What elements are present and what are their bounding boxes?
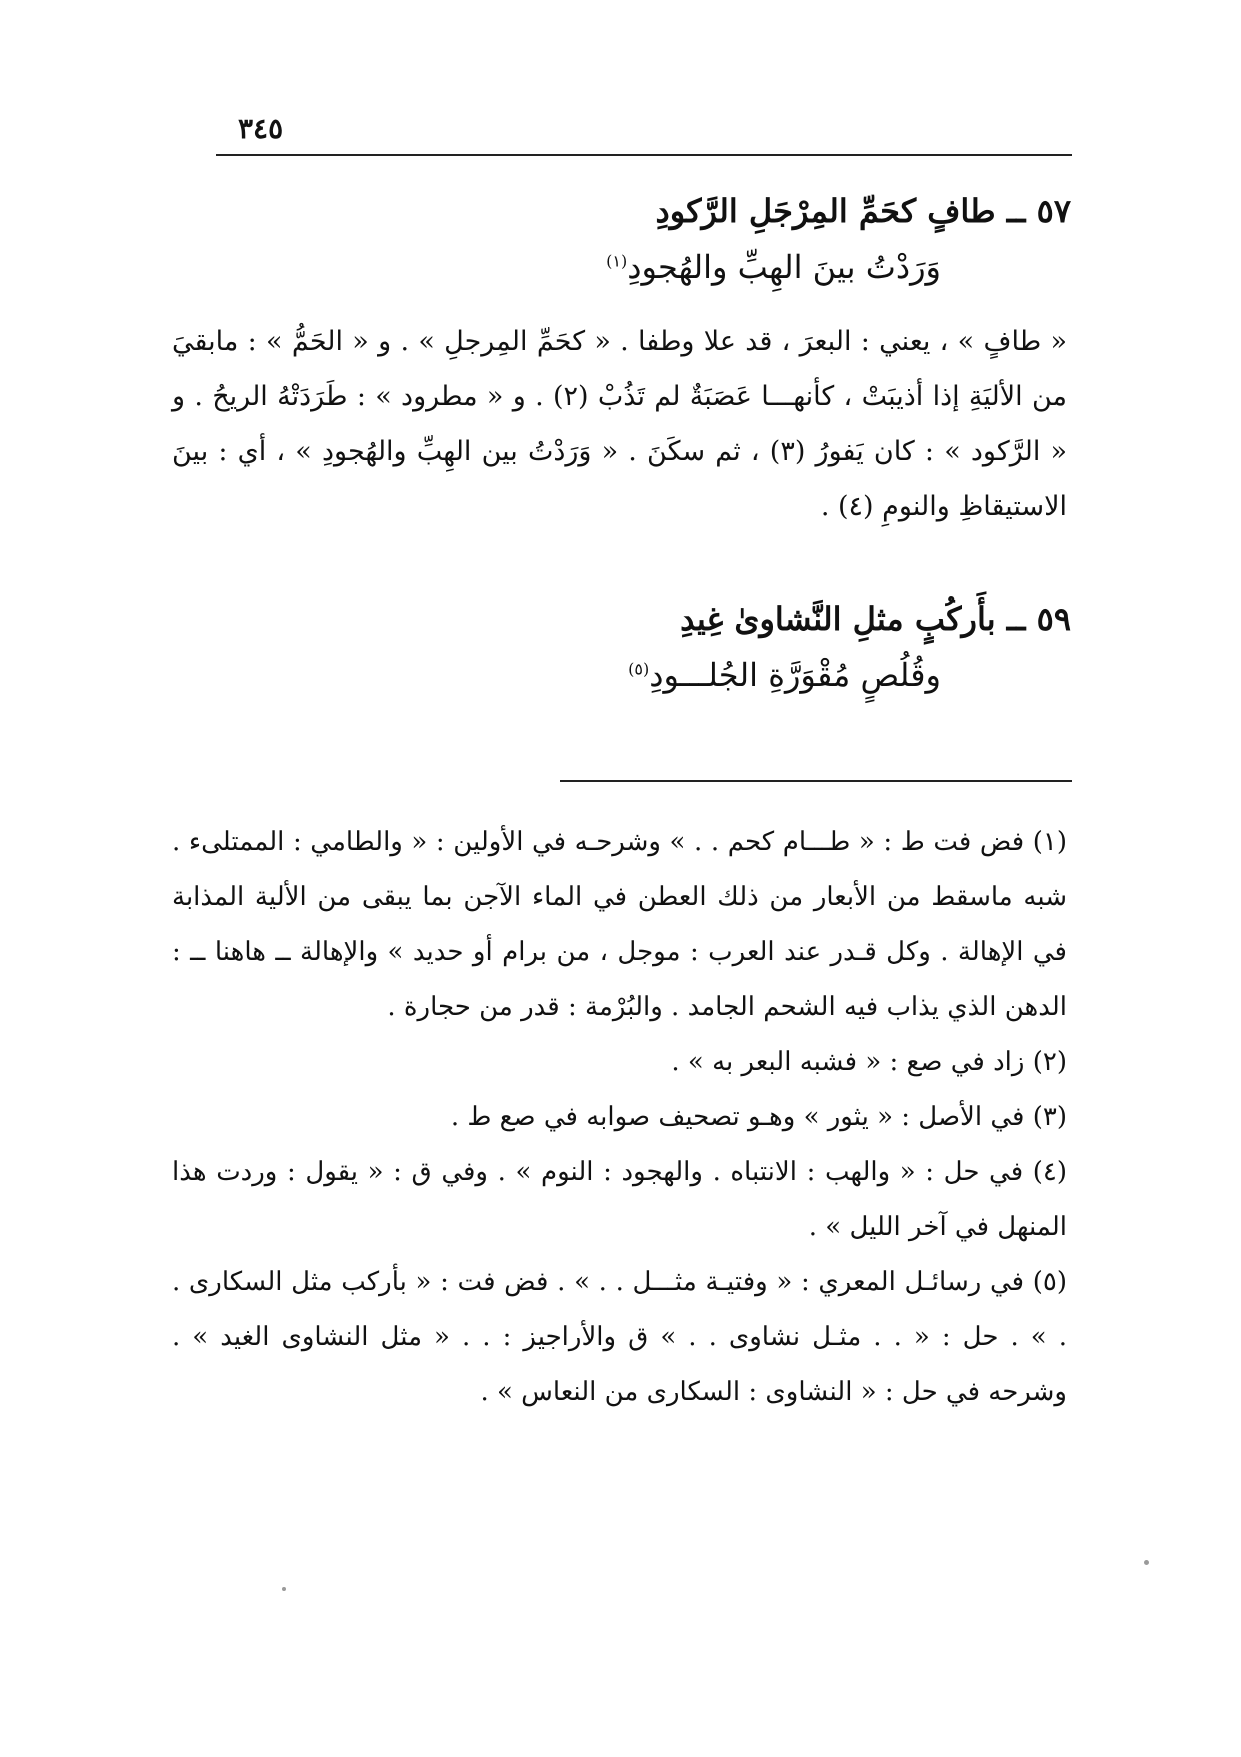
footnote-5: (٥) في رسائـل المعري : « وفتيـة مثـــل . . » . فض فت : « بأركب مثل السكارى . . » . حل : « . . مثـل نشاوى . . » ق والأراجيز : . . « مثل النشاوى الغيد » . وشرحه في حل : « النشاوى : السكارى من النعاس » .	[172, 1267, 1067, 1407]
footnote-rule	[560, 780, 1072, 782]
footnote-marker-5: (٥)	[628, 659, 650, 679]
footnotes-block	[172, 815, 1067, 1420]
footnote-marker-1: (١)	[606, 251, 628, 271]
verse-57-text: ٥٧ ــ طافٍ كحَمِّ المِرْجَلِ الرَّكودِ	[655, 192, 1071, 230]
verse-59-text: ٥٩ ــ بأَركُبٍ مثلِ النَّشاوىٰ غِيدِ	[680, 600, 1071, 638]
verse-59-second-hemistich	[628, 652, 941, 698]
verse-59-second-text: وقُلُصٍ مُقْوَرَّةِ الجُلـــودِ	[649, 656, 941, 694]
verse-57-second-text: وَرَدْتُ بينَ الهِبِّ والهُجودِ	[627, 248, 941, 286]
page-number: ٣٤٥	[238, 112, 284, 145]
commentary-block	[172, 314, 1067, 534]
scan-speck	[282, 1587, 286, 1591]
verse-57-first-hemistich	[655, 188, 1071, 234]
footnote-1: (١) فض فت ط : « طـــام كحم . . » وشرحـه في الأولين : « والطامي : الممتلىء . شبه ماسقط من الأبعار من ذلك العطن في الماء الآجن بما يبقى من الألية المذابة في الإهالة . وكل قـدر عند العرب : موجل ، من برام أو حديد » والإهالة ــ هاهنا ــ : الدهن الذي يذاب فيه الشحم الجامد . والبُرْمة : قدر من حجارة .	[172, 827, 1067, 1022]
commentary-paragraph: « طافٍ » ، يعني : البعرَ ، قد علا وطفا . « كحَمِّ المِرجلِ » . و « الحَمُّ » : مابقيَ من الأليَةِ إذا أذيبَتْ ، كأنهـــا عَصَبَةٌ لم تَذُبْ (٢) . و « مطرود » : طَرَدَتْهُ الريحُ . و « الرَّكود » : كان يَفورُ (٣) ، ثم سكَنَ . « وَرَدْتُ بين الهِبِّ والهُجودِ » ، أي : بينَ الاستيقاظِ والنومِ (٤) .	[172, 326, 1067, 522]
scan-speck	[1144, 1560, 1149, 1565]
verse-59-first-hemistich	[680, 596, 1071, 642]
footnote-2: (٢) زاد في صع : « فشبه البعر به » .	[671, 1047, 1067, 1077]
verse-57-second-hemistich	[606, 244, 941, 290]
header-rule	[216, 154, 1072, 156]
footnote-4: (٤) في حل : « والهب : الانتباه . والهجود : النوم » . وفي ق : « يقول : وردت هذا المنهل في آخر الليل » .	[172, 1157, 1067, 1242]
footnote-3: (٣) في الأصل : « يثور » وهـو تصحيف صوابه في صع ط .	[450, 1102, 1067, 1132]
